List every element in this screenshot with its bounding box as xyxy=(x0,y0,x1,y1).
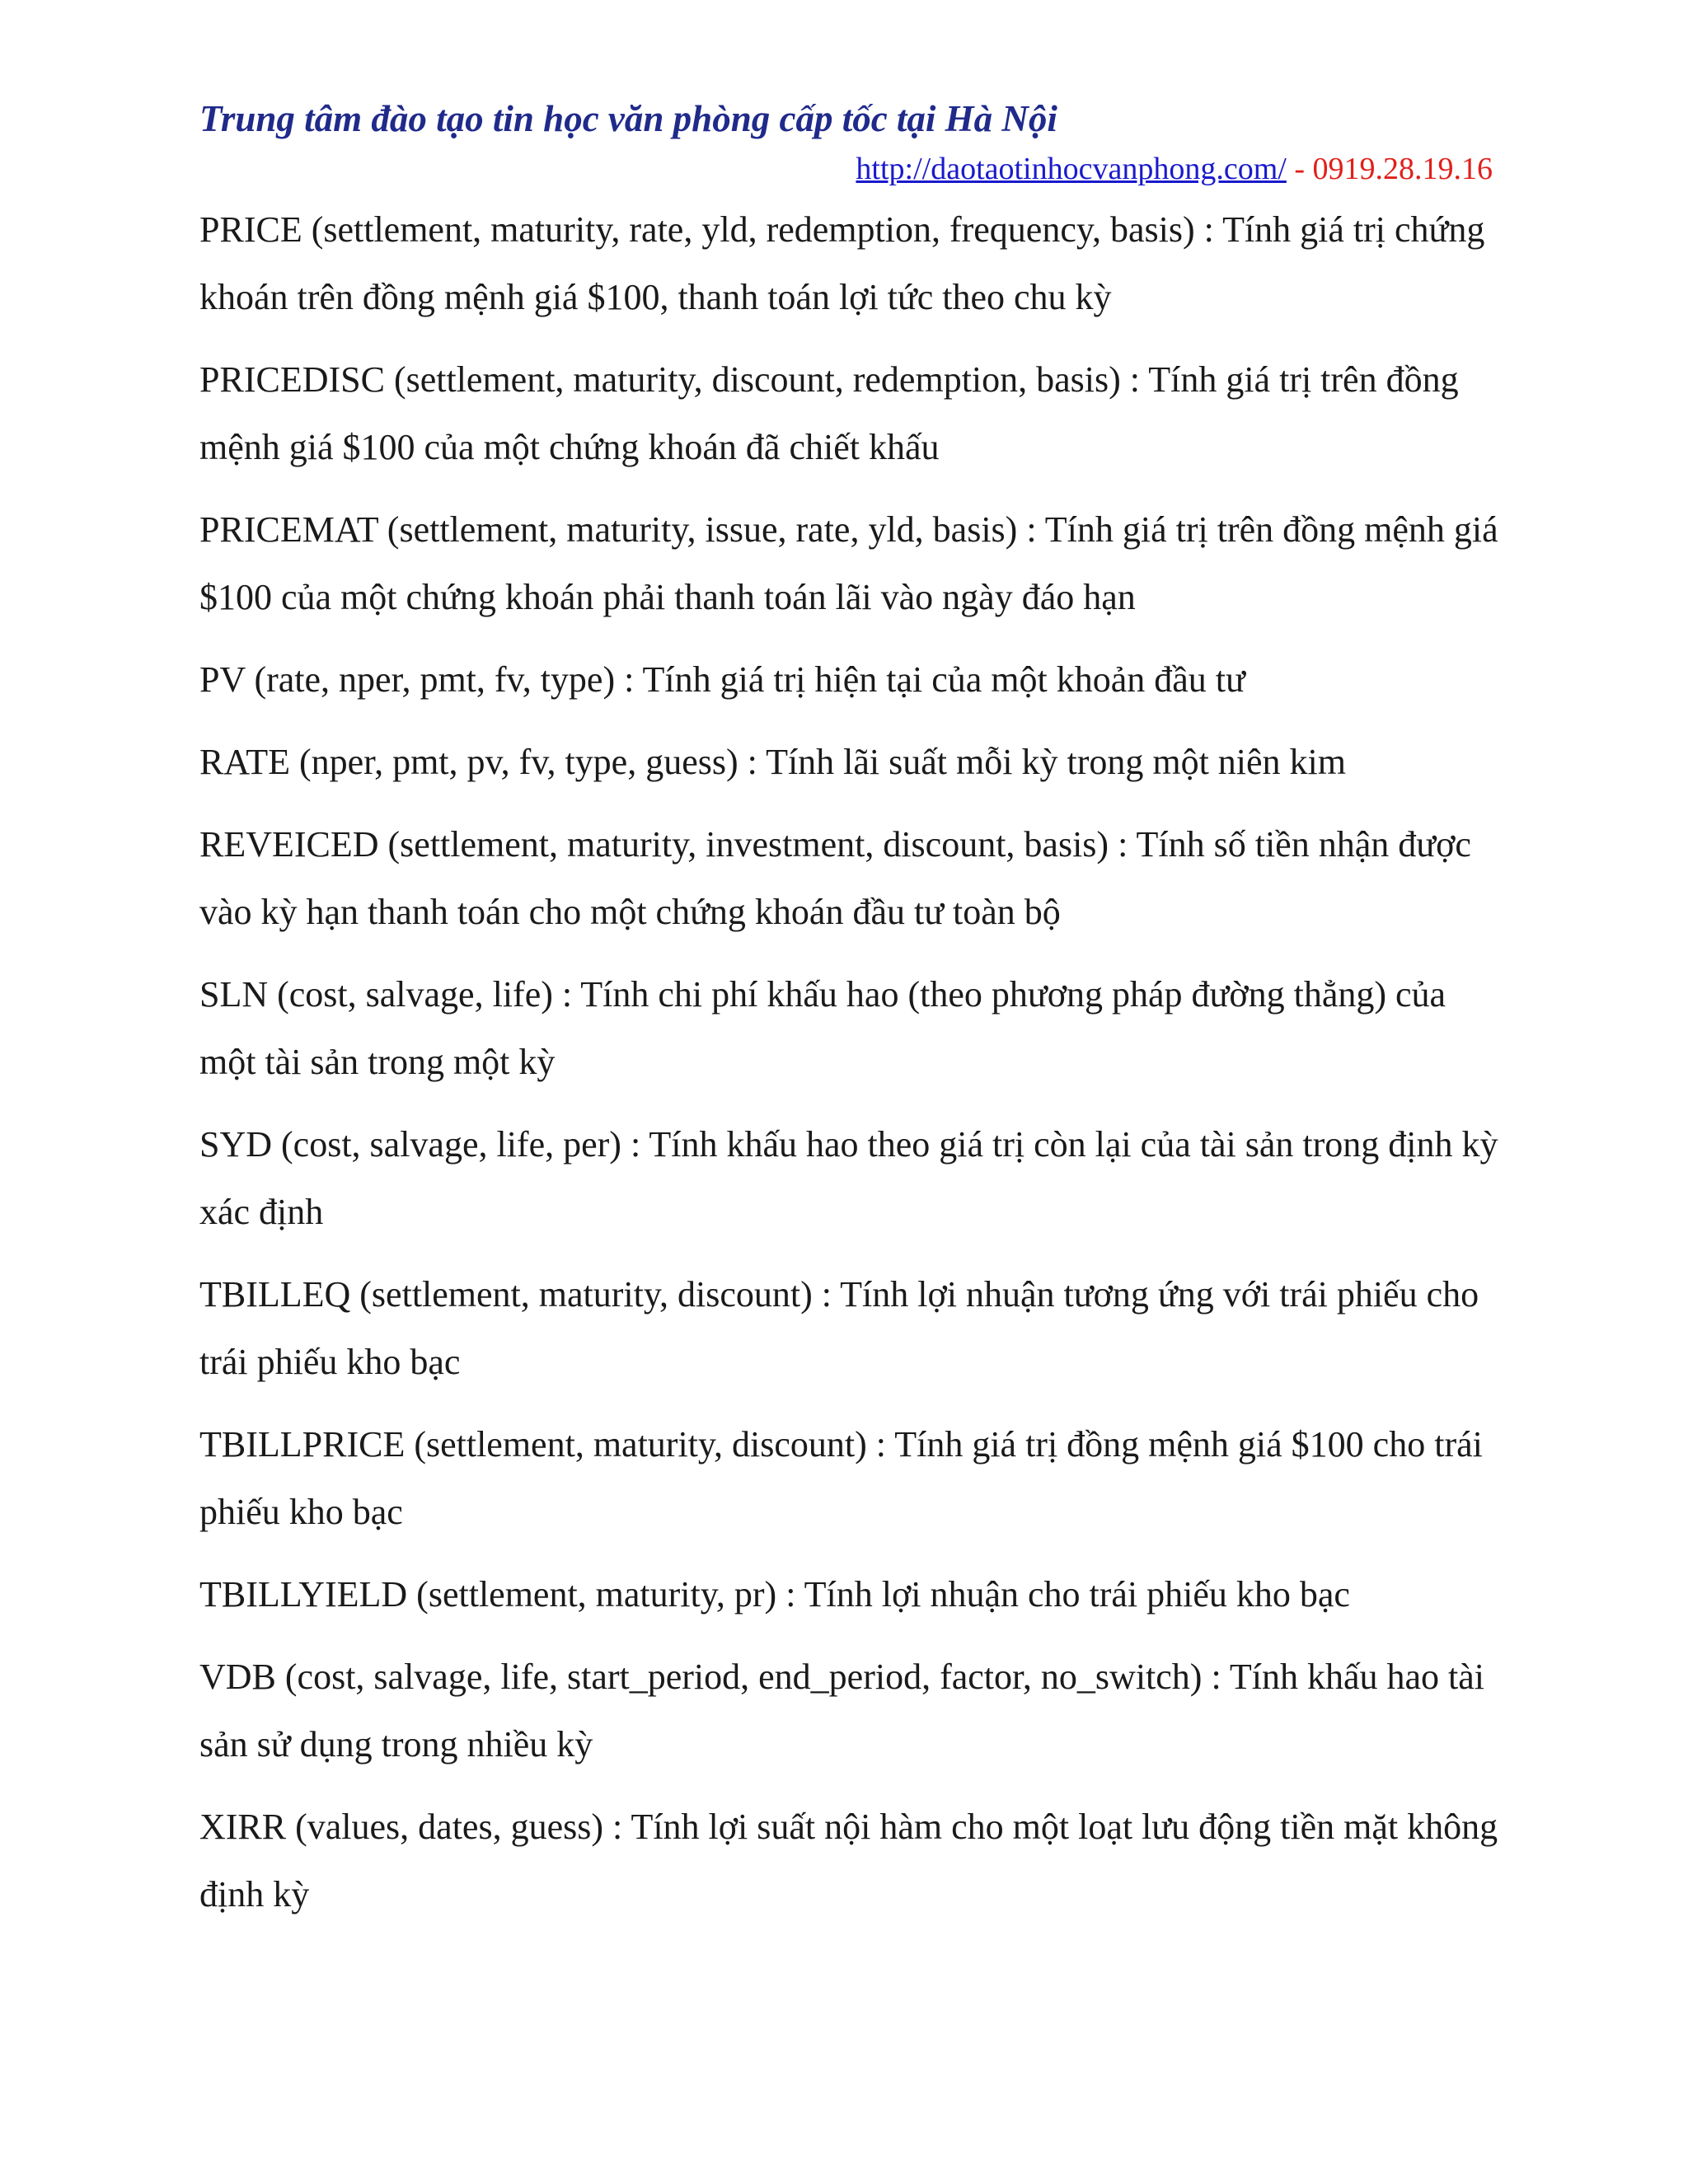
function-entry-price: PRICE (settlement, maturity, rate, yld, redemption, frequency, basis) : Tính giá trị chứng khoán trên đồng mệnh giá $100, thanh toán lợi tức theo chu kỳ xyxy=(199,209,1485,317)
function-entry-pricedisc: PRICEDISC (settlement, maturity, discount, redemption, basis) : Tính giá trị trên đồng mệnh giá $100 của một chứng khoán đã chiết khấu xyxy=(199,359,1459,467)
function-entry-vdb: VDB (cost, salvage, life, start_period, end_period, factor, no_switch) : Tính khấu hao tài sản sử dụng trong nhiều kỳ xyxy=(199,1657,1485,1765)
function-list xyxy=(199,196,1502,1943)
function-entry-pricemat: PRICEMAT (settlement, maturity, issue, rate, yld, basis) : Tính giá trị trên đồng mệnh giá $100 của một chứng khoán phải thanh toán lãi vào ngày đáo hạn xyxy=(199,509,1498,617)
function-entry-syd: SYD (cost, salvage, life, per) : Tính khấu hao theo giá trị còn lại của tài sản trong định kỳ xác định xyxy=(199,1124,1498,1232)
website-link[interactable]: http://daotaotinhocvanphong.com/ xyxy=(856,152,1287,186)
function-entry-sln: SLN (cost, salvage, life) : Tính chi phí khấu hao (theo phương pháp đường thẳng) của một tài sản trong một kỳ xyxy=(199,974,1447,1082)
function-entry-tbillprice: TBILLPRICE (settlement, maturity, discount) : Tính giá trị đồng mệnh giá $100 cho trái phiếu kho bạc xyxy=(199,1424,1483,1532)
function-entry-tbillyield: TBILLYIELD (settlement, maturity, pr) : Tính lợi nhuận cho trái phiếu kho bạc xyxy=(199,1574,1350,1615)
header-title: Trung tâm đào tạo tin học văn phòng cấp tốc tại Hà Nội xyxy=(199,98,1057,139)
function-entry-rate: RATE (nper, pmt, pv, fv, type, guess) : Tính lãi suất mỗi kỳ trong một niên kim xyxy=(199,742,1347,782)
function-entry-xirr: XIRR (values, dates, guess) : Tính lợi suất nội hàm cho một loạt lưu động tiền mặt không định kỳ xyxy=(199,1807,1498,1915)
function-entry-tbilleq: TBILLEQ (settlement, maturity, discount) : Tính lợi nhuận tương ứng với trái phiếu cho trái phiếu kho bạc xyxy=(199,1274,1479,1382)
function-entry-pv: PV (rate, nper, pmt, fv, type) : Tính giá trị hiện tại của một khoản đầu tư xyxy=(199,659,1245,700)
phone-number: 0919.28.19.16 xyxy=(1312,152,1493,186)
header-separator: - xyxy=(1286,152,1313,186)
header-contact xyxy=(856,151,1493,187)
function-entry-reveiced: REVEICED (settlement, maturity, investment, discount, basis) : Tính số tiền nhận được vào kỳ hạn thanh toán cho một chứng khoán đầu tư toàn bộ xyxy=(199,824,1471,932)
